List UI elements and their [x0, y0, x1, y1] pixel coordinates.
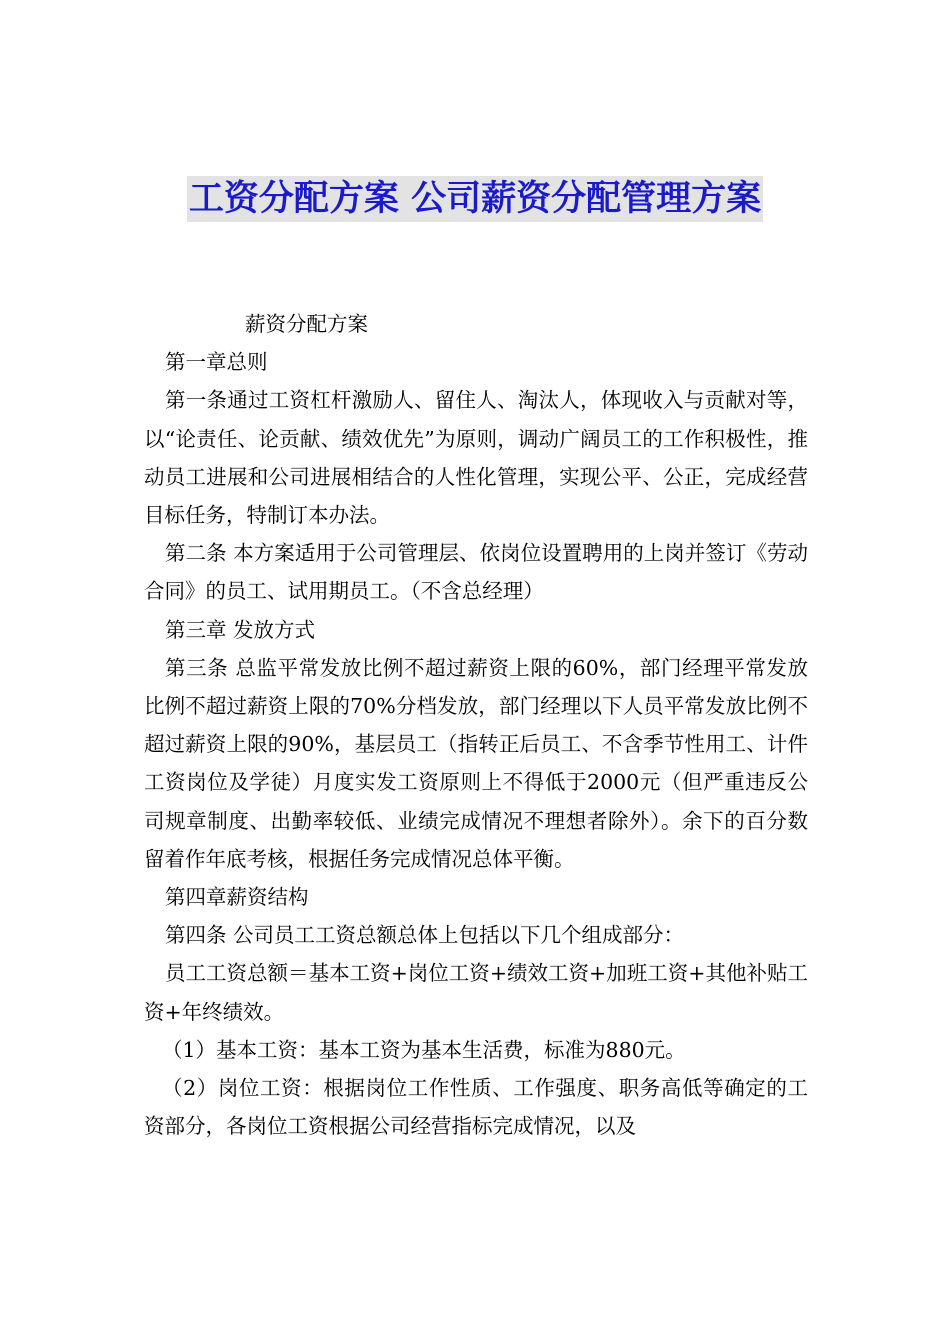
chapter-heading: 第四章薪资结构 — [165, 885, 309, 910]
document-body — [144, 305, 808, 1145]
section-subtitle: 薪资分配方案 — [245, 312, 368, 336]
title-container — [0, 176, 950, 222]
chapter-heading: 第一章总则 — [165, 350, 268, 375]
list-item: （2）岗位工资：根据岗位工作性质、工作强度、职务高低等确定的工资部分，各岗位工资根据公司经营指标完成情况，以及 — [144, 1076, 808, 1139]
paragraph: 第四条 公司员工工资总额总体上包括以下几个组成部分： — [165, 923, 685, 948]
paragraph: 员工工资总额＝基本工资+岗位工资+绩效工资+加班工资+其他补贴工资+年终绩效。 — [144, 961, 808, 1024]
chapter-heading: 第三章 发放方式 — [165, 617, 316, 642]
paragraph: 第二条 本方案适用于公司管理层、依岗位设置聘用的上岗并签订《劳动合同》的员工、试用期员工。（不含总经理） — [144, 541, 808, 604]
paragraph: 第一条通过工资杠杆激励人、留住人、淘汰人，体现收入与贡献对等，以“论责任、论贡献、绩效优先”为原则，调动广阔员工的工作积极性，推动员工进展和公司进展相结合的人性化管理，实现公平、公正，完成经营目标任务，特制订本办法。 — [144, 388, 808, 528]
document-title: 工资分配方案 公司薪资分配管理方案 — [187, 176, 763, 222]
list-item: （1）基本工资：基本工资为基本生活费，标准为880元。 — [162, 1037, 686, 1062]
paragraph: 第三条 总监平常发放比例不超过薪资上限的60%，部门经理平常发放比例不超过薪资上限的70%分档发放，部门经理以下人员平常发放比例不超过薪资上限的90%，基层员工（指转正后员工、不含季节性用工、计件工资岗位及学徒）月度实发工资原则上不得低于2000元（但严重违反公司规章制度、出勤率较低、业绩完成情况不理想者除外）。余下的百分数留着作年底考核，根据任务完成情况总体平衡。 — [144, 655, 808, 871]
